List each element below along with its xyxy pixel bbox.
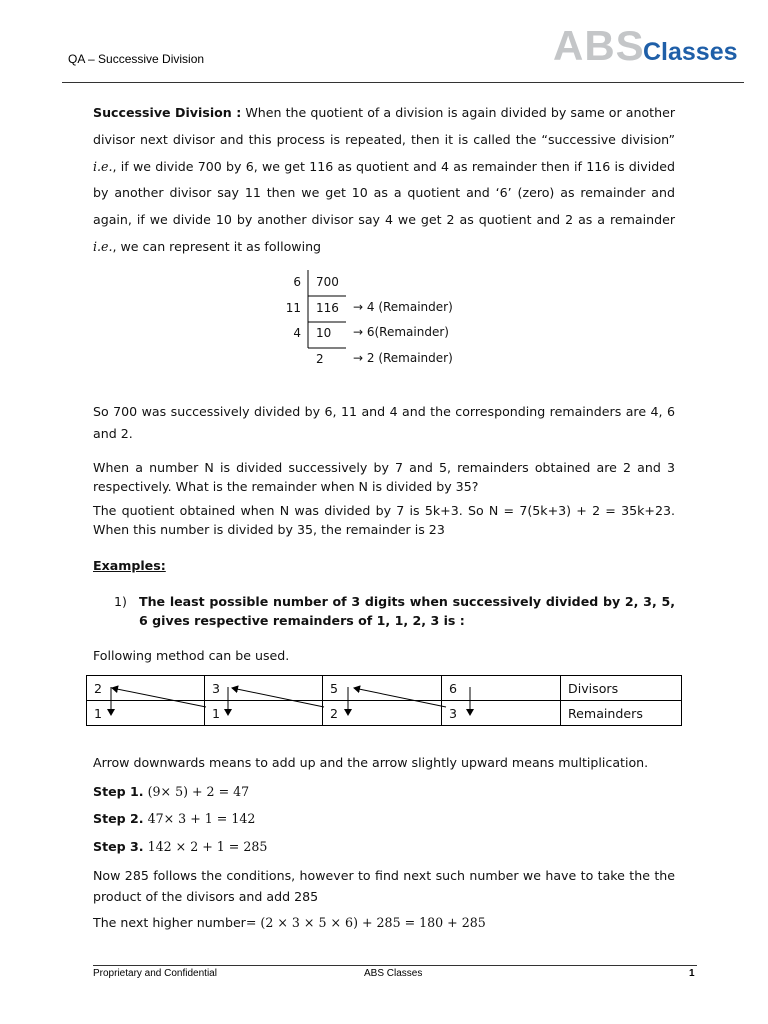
step-1 xyxy=(93,783,249,801)
remainder-3: → 2 (Remainder) xyxy=(353,351,453,365)
table-arrows xyxy=(86,675,486,725)
next-higher-expr: = (2 × 3 × 5 × 6) + 285 = 180 + 285 xyxy=(245,915,486,930)
step-3 xyxy=(93,838,267,856)
intro-text-2: , if we divide 700 by 6, we get 116 as quotient and 4 as remainder then if 116 is divided by another divisor say 11 then we get 10 as a quotient and ‘6’ (zero) as remainder and again, if we divide 10 by another divisor say 4 we get 2 as quotient and 2 as a remainder xyxy=(93,158,675,228)
remainder-cell: 1 xyxy=(205,701,323,726)
arrow-note: Arrow downwards means to add up and the arrow slightly upward means multiplication. xyxy=(93,755,649,770)
answer-paragraph: The quotient obtained when N was divided by 7 is 5k+3. So N = 7(5k+3) + 2 = 35k+23. When this number is divided by 35, the remainder is 23 xyxy=(93,503,675,537)
step-1-expr: (9× 5) + 2 = 47 xyxy=(147,784,250,799)
next-higher-line xyxy=(93,914,486,932)
remainder-cell: 3 xyxy=(442,701,561,726)
footer-divider xyxy=(93,965,697,966)
multiply-arrow-up xyxy=(354,688,446,707)
footer-page-number: 1 xyxy=(689,968,695,979)
step-1-label: Step 1. xyxy=(93,784,144,799)
divisor-cell: 5 xyxy=(323,676,442,701)
divisor-3: 4 xyxy=(293,326,301,340)
dividend-3: 10 xyxy=(316,326,332,340)
method-text: Following method can be used. xyxy=(93,648,290,663)
footer-confidential: Proprietary and Confidential xyxy=(93,968,217,979)
divisor-2: 11 xyxy=(285,301,301,315)
footer-company: ABS Classes xyxy=(364,968,423,979)
summary-paragraph: So 700 was successively divided by 6, 11 and 4 and the corresponding remainders are 4, 6 and 2. xyxy=(93,404,675,441)
header-title: QA – Successive Division xyxy=(68,52,205,66)
header-divider xyxy=(62,82,744,83)
step-2-expr: 47× 3 + 1 = 142 xyxy=(147,811,256,826)
intro-text-3: , we can represent it as following xyxy=(112,238,322,254)
divisor-1: 6 xyxy=(293,275,301,289)
question-paragraph: When a number N is divided successively by 7 and 5, remainders obtained are 2 and 3 respectively. What is the remainder when N is divided by 35? xyxy=(93,460,675,494)
remainder-cell: 1 xyxy=(87,701,205,726)
dividend-2: 116 xyxy=(316,301,339,315)
intro-label: Successive Division : xyxy=(93,105,242,120)
example-1-number: 1) xyxy=(114,594,127,609)
intro-paragraph xyxy=(93,100,675,261)
step-2-label: Step 2. xyxy=(93,811,144,826)
division-lines xyxy=(300,268,360,358)
remainder-cell: 2 xyxy=(323,701,442,726)
next-higher-label: The next higher number xyxy=(93,915,246,930)
example-1-text: The least possible number of 3 digits when successively divided by 2, 3, 5, 6 gives respective remainders of 1, 1, 2, 3 is : xyxy=(139,594,675,628)
remainder-1: → 4 (Remainder) xyxy=(353,300,453,314)
dividend-1: 700 xyxy=(316,275,339,289)
remainder-2: → 6(Remainder) xyxy=(353,325,449,339)
logo-classes-text: Classes xyxy=(643,38,738,66)
step-3-expr: 142 × 2 + 1 = 285 xyxy=(147,839,268,854)
logo-abs-text: ABS xyxy=(553,22,645,69)
step-3-label: Step 3. xyxy=(93,839,144,854)
conclusion-paragraph: Now 285 follows the conditions, however to find next such number we have to take the the product of the divisors and add 285 xyxy=(93,868,675,904)
step-2 xyxy=(93,810,255,828)
divisor-cell: 6 xyxy=(442,676,561,701)
abs-classes-logo xyxy=(553,24,753,69)
quotient-final: 2 xyxy=(316,352,324,366)
divisors-label: Divisors xyxy=(561,676,682,701)
examples-heading: Examples: xyxy=(93,558,166,573)
multiply-arrow-up xyxy=(232,688,324,707)
intro-ie-1: i.e. xyxy=(93,158,113,174)
divisor-cell: 3 xyxy=(205,676,323,701)
intro-text-1: When the quotient of a division is again divided by same or another divisor next divisor and this process is repeated, then it is called the “successive division” xyxy=(93,105,675,147)
intro-ie-2: i.e. xyxy=(93,238,113,254)
multiply-arrow-up xyxy=(112,688,206,707)
divisor-cell: 2 xyxy=(87,676,205,701)
remainders-label: Remainders xyxy=(561,701,682,726)
